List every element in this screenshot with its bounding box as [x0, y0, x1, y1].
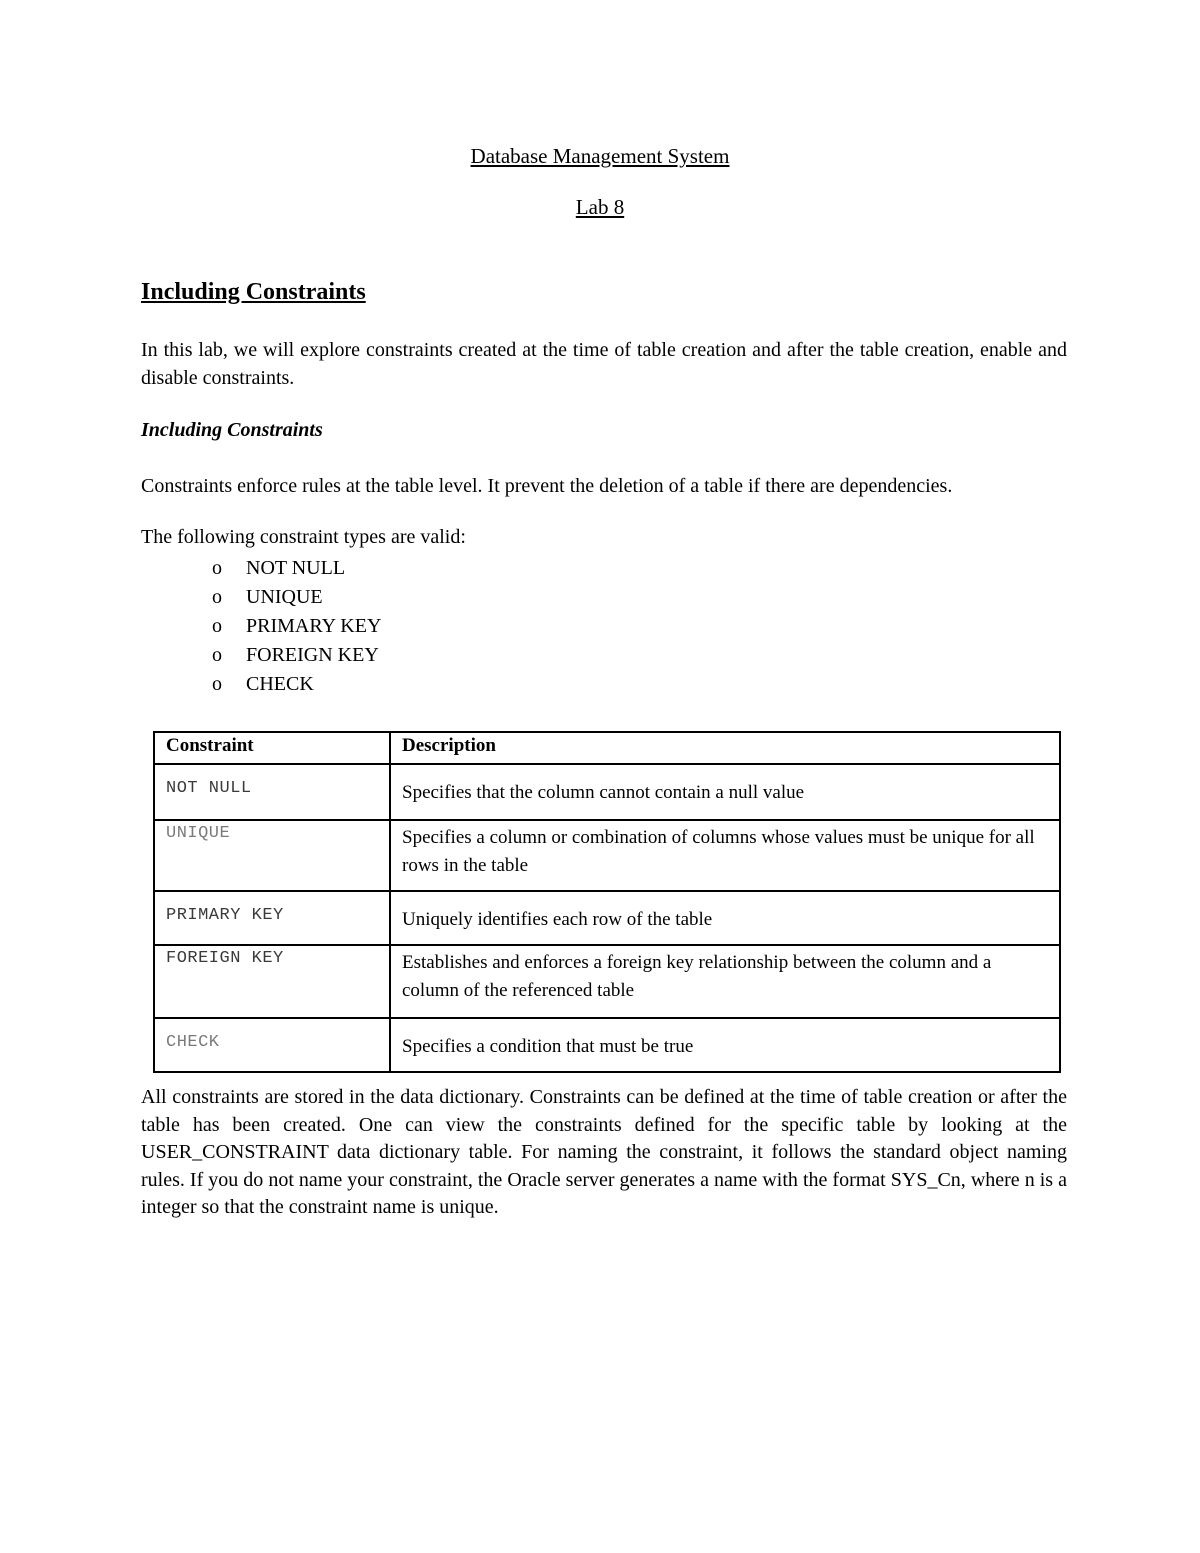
- constraint-cell: FOREIGN KEY: [154, 945, 390, 1018]
- description-cell: Establishes and enforces a foreign key relationship between the column and a column of the referenced table: [390, 945, 1060, 1018]
- intro-paragraph: In this lab, we will explore constraints created at the time of table creation and after the table creation, enable and disable constraints.: [141, 339, 1067, 389]
- constraints-table: [153, 731, 1061, 1073]
- column-header-constraint: Constraint: [154, 732, 390, 764]
- list-item: [212, 670, 381, 699]
- lab-number: Lab 8: [575, 195, 625, 219]
- list-item-label: UNIQUE: [246, 586, 323, 608]
- list-item-label: PRIMARY KEY: [246, 615, 382, 637]
- table-row: [154, 945, 1060, 1018]
- list-item: [212, 554, 381, 583]
- table-header-row: [154, 732, 1060, 764]
- list-item-label: FOREIGN KEY: [246, 644, 379, 666]
- description-cell: Specifies that the column cannot contain a null value: [390, 764, 1060, 820]
- table-row: [154, 891, 1060, 945]
- bullet-icon: o: [212, 644, 222, 666]
- bullet-icon: o: [212, 615, 222, 637]
- bullet-icon: o: [212, 673, 222, 695]
- table-row: [154, 820, 1060, 891]
- table-row: [154, 764, 1060, 820]
- list-item: [212, 641, 381, 670]
- rules-paragraph: Constraints enforce rules at the table level. It prevent the deletion of a table if there are dependencies.: [141, 475, 953, 497]
- bullet-icon: o: [212, 557, 222, 579]
- table-row: [154, 1018, 1060, 1072]
- constraint-cell: NOT NULL: [154, 764, 390, 820]
- subsection-heading: Including Constraints: [141, 419, 323, 441]
- types-intro: The following constraint types are valid:: [141, 526, 466, 548]
- constraint-type-list: [212, 554, 381, 699]
- description-cell: Uniquely identifies each row of the table: [390, 891, 1060, 945]
- document-title: Database Management System: [470, 144, 730, 168]
- constraint-cell: UNIQUE: [154, 820, 390, 891]
- closing-paragraph: All constraints are stored in the data dictionary. Constraints can be defined at the time of table creation or after the table has been created. One can view the constraints defined for the specific table by looking at the USER_CONSTRAINT data dictionary table. For naming the constraint, it follows the standard object naming rules. If you do not name your constraint, the Oracle server generates a name with the format SYS_Cn, where n is a integer so that the constraint name is unique.: [141, 1086, 1067, 1218]
- description-cell: Specifies a column or combination of columns whose values must be unique for all rows in the table: [390, 820, 1060, 891]
- list-item-label: NOT NULL: [246, 557, 346, 579]
- list-item: [212, 583, 381, 612]
- bullet-icon: o: [212, 586, 222, 608]
- constraint-cell: PRIMARY KEY: [154, 891, 390, 945]
- constraint-cell: CHECK: [154, 1018, 390, 1072]
- column-header-description: Description: [390, 732, 1060, 764]
- description-cell: Specifies a condition that must be true: [390, 1018, 1060, 1072]
- section-heading: Including Constraints: [141, 279, 366, 305]
- list-item: [212, 612, 381, 641]
- list-item-label: CHECK: [246, 673, 314, 695]
